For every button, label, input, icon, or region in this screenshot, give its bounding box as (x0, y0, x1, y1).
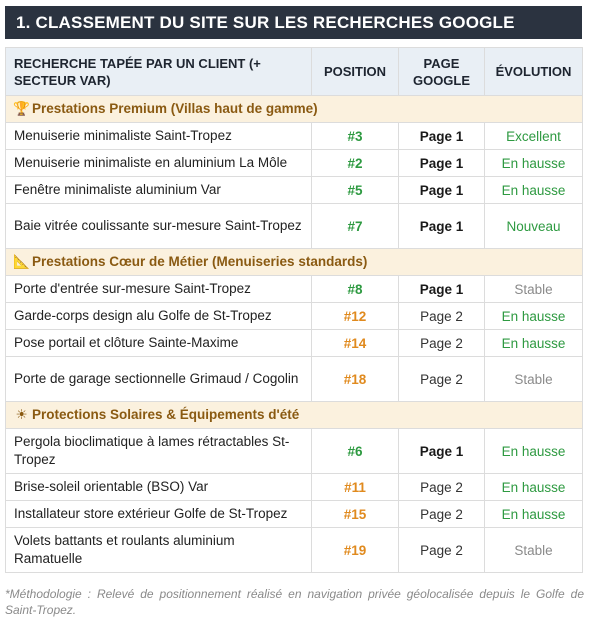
page-cell: Page 2 (399, 528, 485, 573)
query-cell: Pose portail et clôture Sainte-Maxime (6, 330, 312, 357)
header-query: RECHERCHE TAPÉE PAR UN CLIENT (+ SECTEUR VAR) (6, 48, 312, 96)
table-body (6, 96, 583, 573)
header-evolution: ÉVOLUTION (485, 48, 583, 96)
page-cell: Page 1 (399, 150, 485, 177)
section-title: 1. CLASSEMENT DU SITE SUR LES RECHERCHES GOOGLE (5, 6, 582, 39)
position-cell: #15 (312, 501, 399, 528)
table-row (6, 150, 583, 177)
evolution-cell: Stable (485, 357, 583, 402)
query-cell: Menuiserie minimaliste en aluminium La Môle (6, 150, 312, 177)
position-cell: #6 (312, 429, 399, 474)
position-cell: #7 (312, 204, 399, 249)
page-cell: Page 2 (399, 357, 485, 402)
position-cell: #11 (312, 474, 399, 501)
ranking-table (5, 47, 583, 573)
table-row (6, 276, 583, 303)
query-cell: Porte d'entrée sur-mesure Saint-Tropez (6, 276, 312, 303)
section-label: Prestations Premium (Villas haut de gamme) (32, 101, 318, 116)
section-header-row (6, 402, 583, 429)
query-cell: Volets battants et roulants aluminium Ramatuelle (6, 528, 312, 573)
evolution-cell: En hausse (485, 474, 583, 501)
trophy-icon: 🏆 (13, 101, 30, 116)
page-cell: Page 2 (399, 474, 485, 501)
section-header (6, 402, 583, 429)
triangle-ruler-icon: 📐 (13, 254, 30, 269)
table-row (6, 429, 583, 474)
table-row (6, 330, 583, 357)
table-row (6, 528, 583, 573)
position-cell: #2 (312, 150, 399, 177)
section-header-row (6, 96, 583, 123)
section-label: Protections Solaires & Équipements d'été (32, 407, 300, 422)
section-header (6, 249, 583, 276)
table-row (6, 204, 583, 249)
evolution-cell: Nouveau (485, 204, 583, 249)
header-position: POSITION (312, 48, 399, 96)
page-cell: Page 2 (399, 303, 485, 330)
section-label: Prestations Cœur de Métier (Menuiseries standards) (32, 254, 368, 269)
evolution-cell: En hausse (485, 150, 583, 177)
page-cell: Page 2 (399, 501, 485, 528)
position-cell: #19 (312, 528, 399, 573)
page-cell: Page 2 (399, 330, 485, 357)
page-cell: Page 1 (399, 123, 485, 150)
table-row (6, 474, 583, 501)
evolution-cell: Stable (485, 276, 583, 303)
evolution-cell: En hausse (485, 330, 583, 357)
table-row (6, 177, 583, 204)
evolution-cell: Stable (485, 528, 583, 573)
query-cell: Pergola bioclimatique à lames rétractables St-Tropez (6, 429, 312, 474)
query-cell: Installateur store extérieur Golfe de St-Tropez (6, 501, 312, 528)
position-cell: #3 (312, 123, 399, 150)
table-row (6, 357, 583, 402)
table-row (6, 123, 583, 150)
page-cell: Page 1 (399, 429, 485, 474)
page-cell: Page 1 (399, 204, 485, 249)
position-cell: #8 (312, 276, 399, 303)
evolution-cell: Excellent (485, 123, 583, 150)
position-cell: #14 (312, 330, 399, 357)
query-cell: Garde-corps design alu Golfe de St-Tropez (6, 303, 312, 330)
table-header-row (6, 48, 583, 96)
query-cell: Brise-soleil orientable (BSO) Var (6, 474, 312, 501)
section-header-row (6, 249, 583, 276)
evolution-cell: En hausse (485, 303, 583, 330)
methodology-note: *Méthodologie : Relevé de positionnement réalisé en navigation privée géolocalisée depuis le Golfe de Saint-Tropez. (5, 587, 584, 617)
query-cell: Baie vitrée coulissante sur-mesure Saint-Tropez (6, 204, 312, 249)
query-cell: Porte de garage sectionnelle Grimaud / Cogolin (6, 357, 312, 402)
evolution-cell: En hausse (485, 501, 583, 528)
evolution-cell: En hausse (485, 177, 583, 204)
header-page: PAGE GOOGLE (399, 48, 485, 96)
section-header (6, 96, 583, 123)
page-cell: Page 1 (399, 276, 485, 303)
query-cell: Menuiserie minimaliste Saint-Tropez (6, 123, 312, 150)
evolution-cell: En hausse (485, 429, 583, 474)
position-cell: #12 (312, 303, 399, 330)
position-cell: #5 (312, 177, 399, 204)
sun-icon: ☀ (15, 407, 28, 422)
table-row (6, 303, 583, 330)
table-row (6, 501, 583, 528)
page-cell: Page 1 (399, 177, 485, 204)
position-cell: #18 (312, 357, 399, 402)
query-cell: Fenêtre minimaliste aluminium Var (6, 177, 312, 204)
